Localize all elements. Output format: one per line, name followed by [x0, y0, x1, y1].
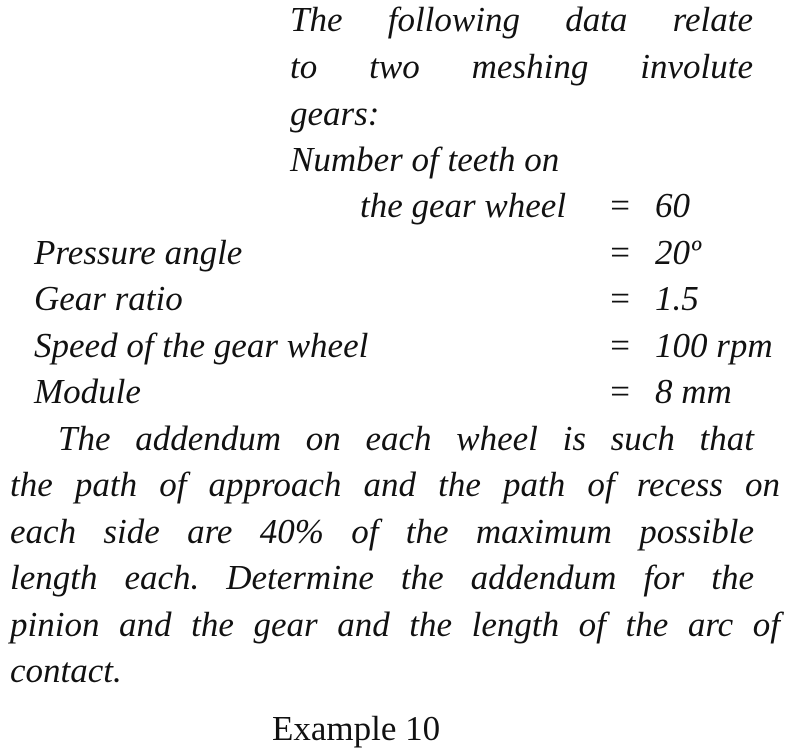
intro-line-1: The following data relate [290, 0, 753, 39]
intro-line-3: gears: [290, 94, 380, 133]
speed-label: Speed of the gear wheel [34, 326, 369, 365]
intro-line-5: the gear wheel [360, 186, 567, 225]
speed-value: 100 rpm [655, 326, 773, 365]
module-value: 8 mm [655, 372, 732, 411]
gear-ratio-value: 1.5 [655, 279, 699, 318]
cropped-heading-text: Example 10 [272, 709, 441, 748]
intro-line-4: Number of teeth on [290, 140, 560, 179]
equals-sign: = [608, 372, 632, 411]
pressure-angle-label: Pressure angle [34, 233, 243, 272]
paragraph-line-1: The addendum on each wheel is such that [58, 419, 754, 458]
equals-sign: = [608, 186, 632, 225]
module-label: Module [34, 372, 141, 411]
equals-sign: = [608, 233, 632, 272]
paragraph-line-3: each side are 40% of the maximum possible [10, 512, 754, 551]
intro-line-2: to two meshing involute [290, 47, 753, 86]
equals-sign: = [608, 326, 632, 365]
paragraph-line-4: length each. Determine the addendum for the [10, 558, 754, 597]
cropped-heading-fragment [272, 709, 441, 748]
pressure-angle-value: 20º [655, 233, 701, 272]
teeth-value: 60 [655, 186, 690, 225]
paragraph-line-5: pinion and the gear and the length of the arc of [10, 605, 780, 644]
paragraph-line-2: the path of approach and the path of recess on [10, 465, 780, 504]
gear-ratio-label: Gear ratio [34, 279, 183, 318]
equals-sign: = [608, 279, 632, 318]
paragraph-line-6: contact. [10, 651, 122, 690]
